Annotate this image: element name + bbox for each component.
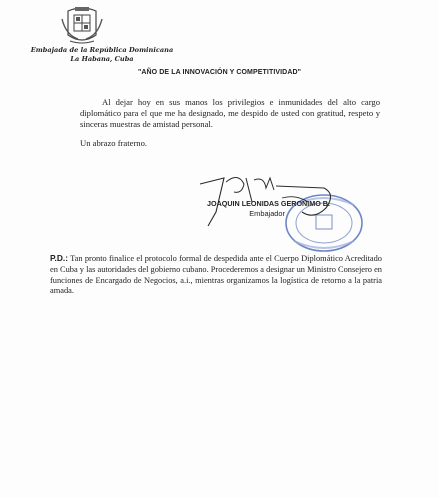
farewell-paragraph: Al dejar hoy en sus manos los privilegios e inmunidades del alto cargo diplomático para el que me ha designado, me despido de usted con gratitud, respeto y sinceras muestras de amistad personal. xyxy=(80,97,380,130)
postscript xyxy=(50,253,382,297)
coat-of-arms-icon xyxy=(58,5,106,45)
embassy-city: La Habana, Cuba xyxy=(70,55,134,63)
year-motto: "AÑO DE LA INNOVACIÓN Y COMPETITIVIDAD" xyxy=(137,69,302,76)
postscript-label: P.D.: xyxy=(50,253,68,263)
signatory-name: JOAQUIN LEONIDAS GERONIMO B. xyxy=(207,199,330,208)
closing-line: Un abrazo fraterno. xyxy=(80,138,148,148)
embassy-header xyxy=(22,46,182,64)
handwritten-signature xyxy=(186,168,336,228)
signatory-title: Embajador xyxy=(249,209,285,218)
postscript-text: Tan pronto finalice el protocolo formal de despedida ante el Cuerpo Diplomático Acreditado en Cuba y las autoridades del gobierno cubano. Procederemos a designar un Ministro Consejero en funciones de Encargado de Negocios, a.i., mientras organizamos la logística de retorno a la patria amada. xyxy=(50,254,382,296)
embassy-name: Embajada de la República Dominicana xyxy=(30,46,174,54)
